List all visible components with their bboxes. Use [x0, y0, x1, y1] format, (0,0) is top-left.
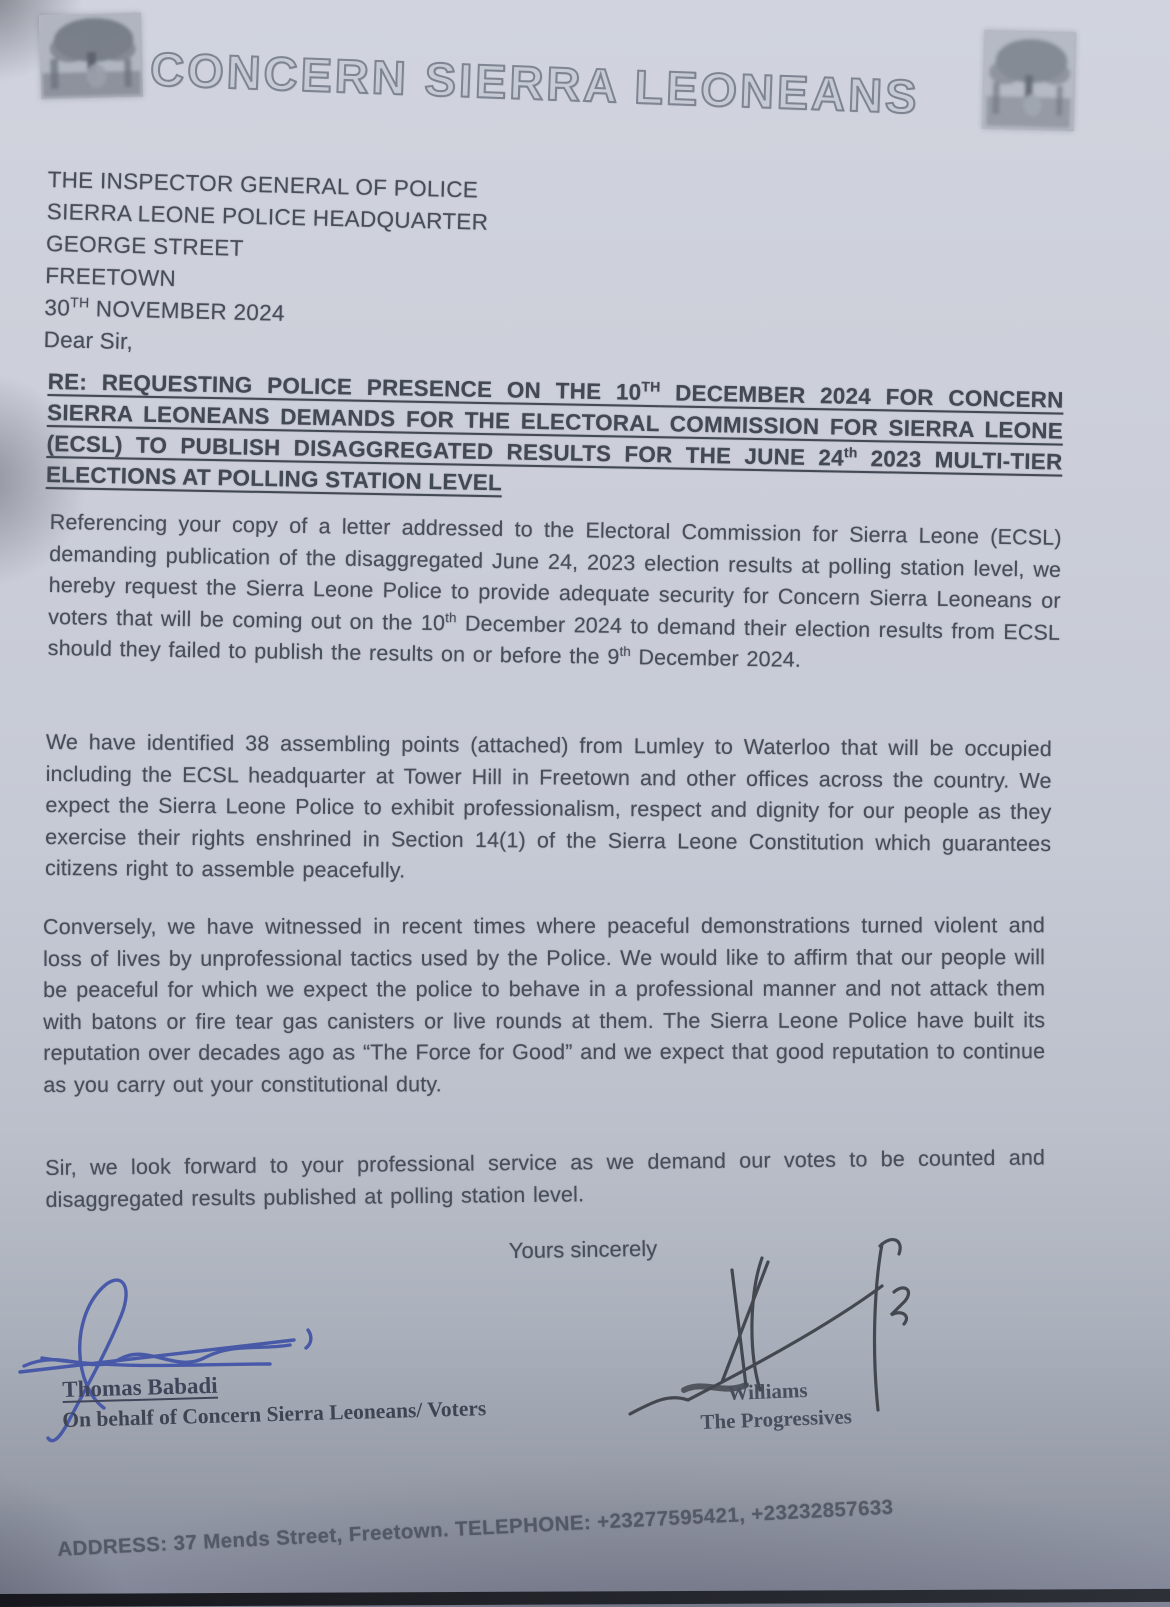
footer-address-line: ADDRESS: 37 Mends Street, Freetown. TELEPHONE: +23277595421, +23232857633 [56, 1495, 894, 1562]
photo-bottom-edge [0, 1589, 1170, 1607]
signatory-name-right: Williams [727, 1377, 808, 1405]
recipient-line: THE INSPECTOR GENERAL OF POLICE [47, 166, 479, 203]
recipient-line: GEORGE STREET [45, 230, 244, 261]
body-paragraph-3: Conversely, we have witnessed in recent times where peaceful demonstrations turned violent and loss of lives by unprofessional tactics used by the Police. We would like to affirm that our people will be peaceful for which we expect the police to behave in a professional manner and not attack them with batons or fire tear gas canisters or live rounds at them. The Sierra Leone Police have built its reputation over decades ago as “The Force for Good” and we expect that good reputation to continue as you carry out your constitutional duty. [43, 913, 1046, 1097]
recipient-line: FREETOWN [44, 262, 177, 292]
cotton-tree-logo-left [39, 13, 143, 100]
salutation: Dear Sir, [43, 326, 134, 355]
org-title: CONCERN SIERRA LEONEANS [149, 42, 921, 124]
body-paragraph-4: Sir, we look forward to your professional service as we demand our votes to be counted and disaggregated results published at polling station level. [45, 1145, 1046, 1212]
subject-line: RE: REQUESTING POLICE PRESENCE ON THE 10TH DECEMBER 2024 FOR CONCERN SIERRA LEONEANS DEMANDS FOR THE ELECTORAL COMMISSION FOR SIERRA LEONE (ECSL) TO PUBLISH DISAGGREGATED RESULTS FOR THE JUNE 24th 2023 MULTI-TIER ELECTIONS AT POLLING STATION LEVEL [45, 368, 1064, 496]
signatory-role-right: The Progressives [700, 1404, 853, 1434]
cotton-tree-logo-right [982, 30, 1077, 131]
recipient-line: SIERRA LEONE POLICE HEADQUARTER [46, 198, 489, 235]
closing-salutation: Yours sincerely [508, 1235, 658, 1264]
signatory-role-left: On behalf of Concern Sierra Leoneans/ Voters [62, 1396, 487, 1432]
recipient-address-block [43, 164, 489, 367]
signatory-name-left: Thomas Babadi [62, 1372, 218, 1402]
body-paragraph-2: We have identified 38 assembling points (attached) from Lumley to Waterloo that will be occupied including the ECSL headquarter at Tower Hill in Freetown and other offices across the country. We expect the Sierra Leone Police to exhibit professionalism, respect and dignity for our people as they exercise their rights enshrined in Section 14(1) of the Sierra Leone Constitution which guarantees citizens right to assemble peacefully. [44, 729, 1052, 883]
body-paragraph-1: Referencing your copy of a letter addressed to the Electoral Commission for Sierra Leone (ECSL) demanding publication of the disaggregated June 24, 2023 election results at polling station level, we hereby request the Sierra Leone Police to provide adequate security for Concern Sierra Leoneans or voters that will be coming out on the 10th December 2024 to demand their election results from ECSL should they failed to publish the results on or before the 9th December 2024. [47, 509, 1062, 672]
letter-date: 30TH NOVEMBER 2024 [44, 294, 286, 326]
